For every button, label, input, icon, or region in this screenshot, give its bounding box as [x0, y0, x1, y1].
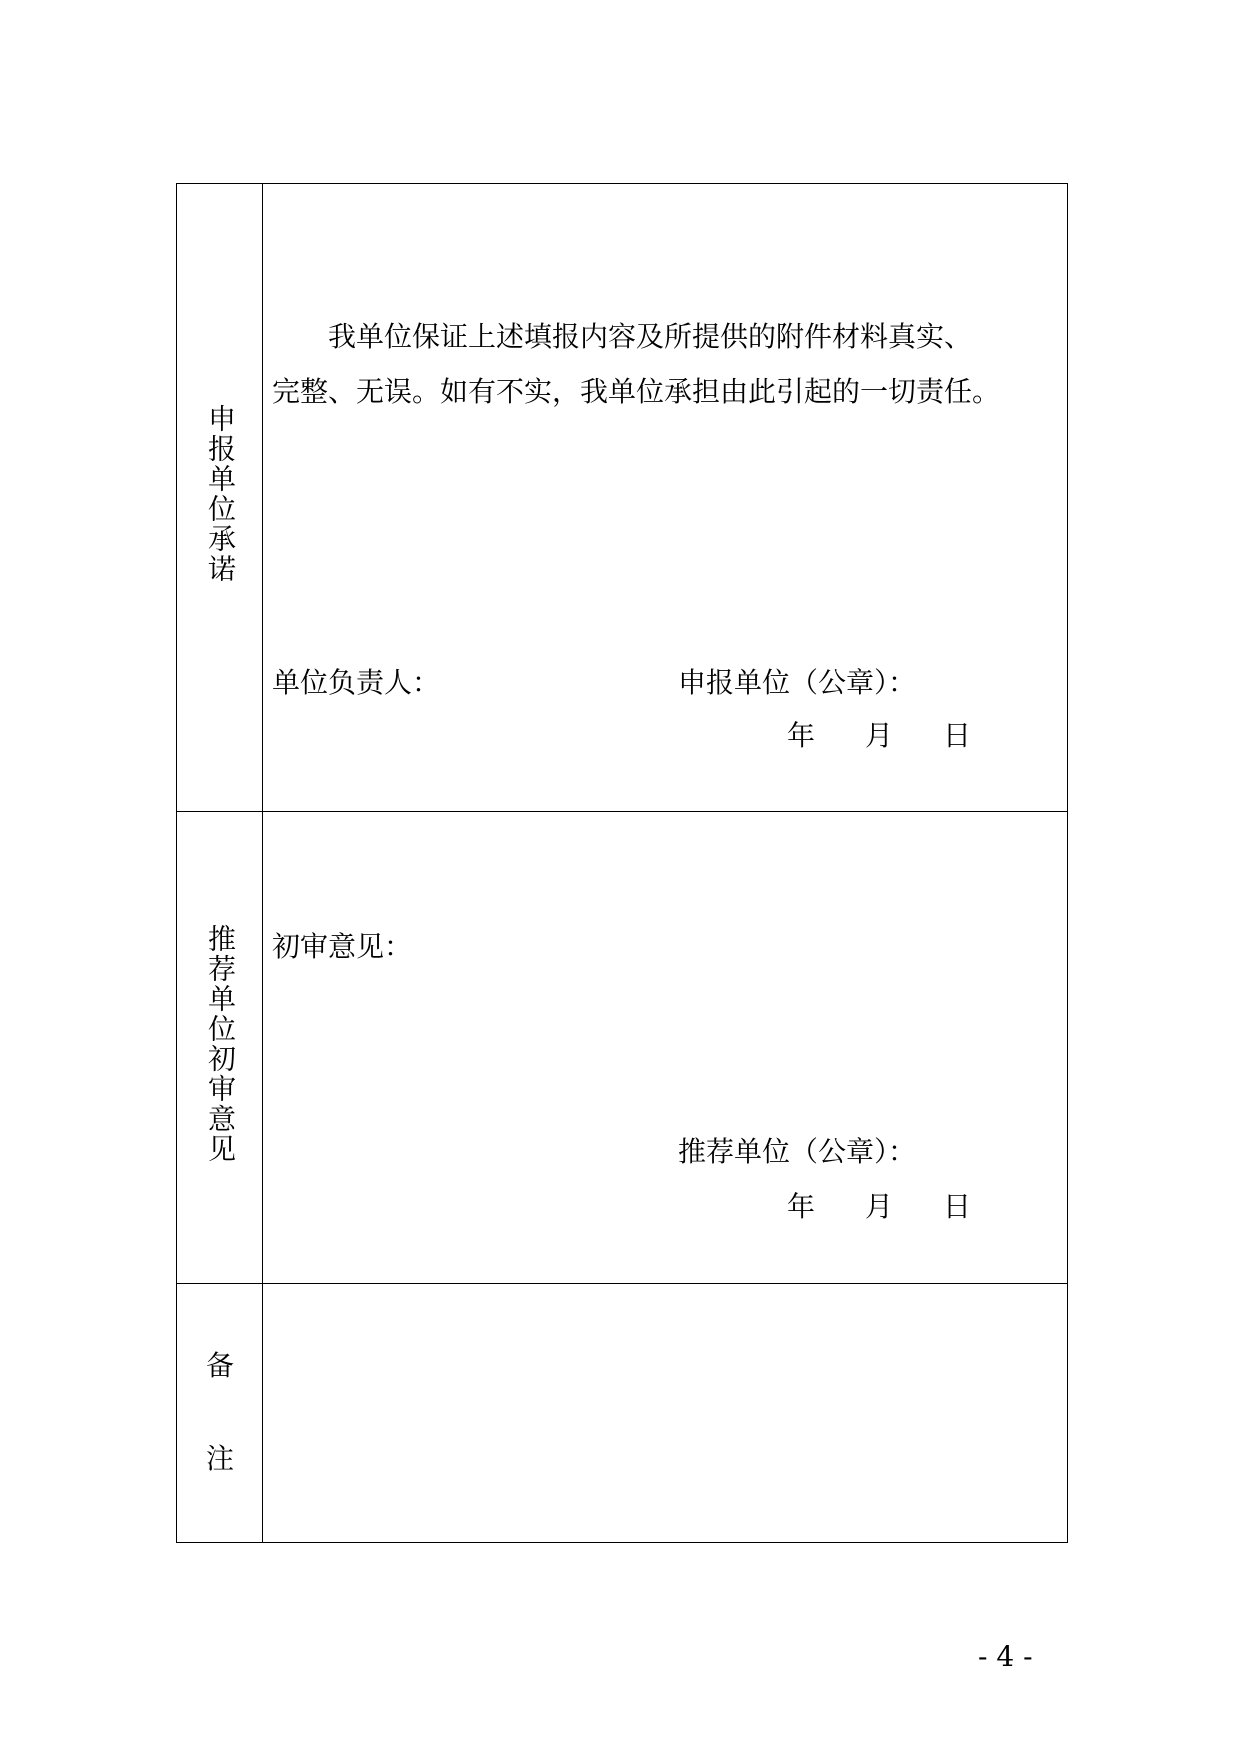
commitment-statement-line1: 我单位保证上述填报内容及所提供的附件材料真实、 — [328, 320, 973, 353]
responsible-person-label: 单位负责人： — [272, 666, 441, 699]
commitment-date-year: 年 — [787, 719, 816, 752]
notes-label-char-1: 备 — [205, 1349, 234, 1382]
page-number: - 4 - — [978, 1640, 1033, 1673]
review-row — [177, 812, 1067, 1284]
recommender-seal-label: 推荐单位（公章）： — [678, 1135, 917, 1168]
review-content-cell — [263, 812, 1067, 1283]
commitment-row — [177, 184, 1067, 812]
commitment-date-day: 日 — [943, 719, 972, 752]
commitment-date-month: 月 — [865, 719, 894, 752]
commitment-content-cell — [263, 184, 1067, 811]
commitment-label-cell — [177, 184, 263, 811]
commitment-label: 申报单位承诺 — [204, 404, 237, 584]
preliminary-opinion-label: 初审意见： — [272, 930, 413, 963]
notes-label-char-2: 注 — [205, 1442, 234, 1475]
applicant-seal-label: 申报单位（公章）： — [678, 666, 917, 699]
review-date-month: 月 — [865, 1190, 894, 1223]
review-date-year: 年 — [787, 1190, 816, 1223]
notes-label-cell — [177, 1284, 263, 1542]
review-label-cell — [177, 812, 263, 1283]
review-label: 推荐单位初审意见 — [204, 924, 237, 1164]
commitment-statement-line2: 完整、无误。如有不实，我单位承担由此引起的一切责任。 — [272, 375, 1001, 408]
notes-row — [177, 1284, 1067, 1542]
review-date-day: 日 — [943, 1190, 972, 1223]
notes-content-cell — [263, 1284, 1067, 1542]
application-form-table — [176, 183, 1068, 1543]
